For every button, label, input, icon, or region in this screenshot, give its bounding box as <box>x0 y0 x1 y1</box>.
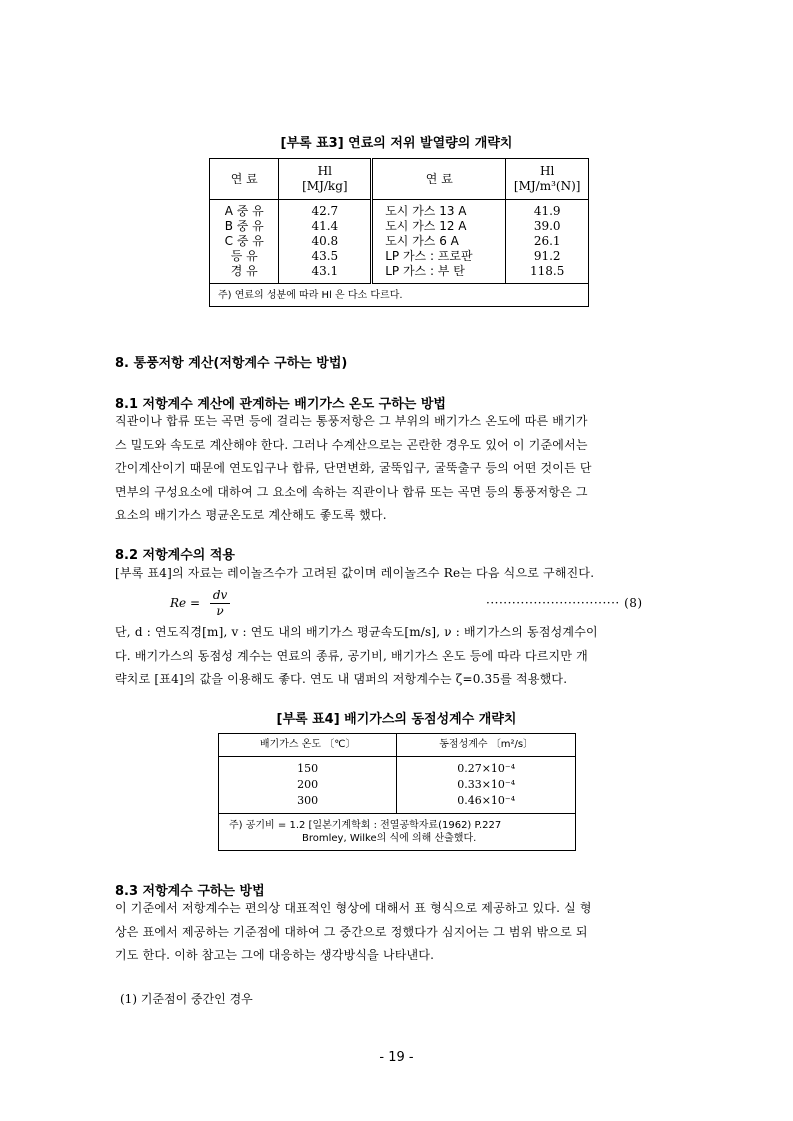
section-8-3-body <box>115 897 680 968</box>
section-8-2-body <box>115 621 680 692</box>
paragraph-line: 기도 한다. 이하 참고는 그에 대응하는 생각방식을 나타낸다. <box>115 948 435 962</box>
table-row <box>219 757 576 778</box>
section-8-1-body <box>115 410 680 528</box>
value-cell: 41.9 <box>533 204 561 218</box>
viscosity-cell: 0.46×10⁻⁴ <box>457 794 516 807</box>
table-row <box>210 249 589 264</box>
header-hl-2-unit: [MJ/m³(N)] <box>513 179 581 193</box>
viscosity-cell: 0.27×10⁻⁴ <box>457 762 516 775</box>
formula-numerator: dv <box>210 588 230 604</box>
table-row <box>210 219 589 234</box>
temperature-cell: 200 <box>219 777 397 793</box>
paragraph-line: 략치로 [표4]의 값을 이용해도 좋다. 연도 내 댐퍼의 저항계수는 ζ=0.35를 적용했다. <box>115 672 568 686</box>
header-viscosity: 동점성계수 〔m²/s〕 <box>397 734 576 757</box>
list-item-1: (1) 기준점이 중간인 경우 <box>120 992 253 1006</box>
viscosity-cell: 0.33×10⁻⁴ <box>457 778 516 791</box>
header-hl-1-unit: [MJ/kg] <box>302 179 348 193</box>
paragraph-line: 스 밀도와 속도로 계산해야 한다. 그러나 수계산으로는 곤란한 경우도 있어 이 기준에서는 <box>115 437 588 452</box>
value-cell: 118.5 <box>530 264 565 278</box>
table3-caption: [부록 표3] 연료의 저위 발열량의 개략치 <box>280 136 513 151</box>
paragraph-line: 상은 표에서 제공하는 기준점에 대하여 그 중간으로 정했다가 심지어는 그 범위 밖으로 되 <box>115 924 588 939</box>
table-note-row <box>210 284 589 307</box>
header-fuel-2: 연 료 <box>372 159 506 200</box>
value-cell: 41.4 <box>279 219 372 234</box>
value-cell: 26.1 <box>533 234 561 248</box>
fuel-cell: LP 가스 : 부 탄 <box>372 264 506 284</box>
table4-note-line-2: Bromley, Wilke의 식에 의해 산출했다. <box>302 833 477 844</box>
fuel-cell: 도시 가스 6 A <box>372 234 506 249</box>
paragraph-line: 간이계산이기 때문에 연도입구나 합류, 단면변화, 굴뚝입구, 굴뚝출구 등의 어떤 것이든 단 <box>115 461 592 475</box>
table-row <box>210 234 589 249</box>
section-8-1-title: 8.1 저항계수 계산에 관계하는 배기가스 온도 구하는 방법 <box>115 397 446 412</box>
fuel-cell: A 중 유 <box>210 200 279 220</box>
value-cell: 91.2 <box>533 249 561 263</box>
section-8-2-title: 8.2 저항계수의 적용 <box>115 548 235 563</box>
table-header-row <box>210 159 589 200</box>
table-row <box>219 793 576 814</box>
temperature-cell: 150 <box>219 757 397 778</box>
table-row <box>219 777 576 793</box>
fuel-heating-value-table <box>209 158 589 307</box>
section-8-2-intro: [부록 표4]의 자료는 레이놀즈수가 고려된 값이며 레이놀즈수 Re는 다음 식으로 구해진다. <box>115 566 595 580</box>
section-8-title: 8. 통풍저항 계산(저항계수 구하는 방법) <box>115 356 348 371</box>
fuel-cell: B 중 유 <box>210 219 279 234</box>
value-cell: 42.7 <box>279 200 372 220</box>
fuel-cell: 도시 가스 13 A <box>372 200 506 220</box>
paragraph-line: 요소의 배기가스 평균온도로 계산해도 좋도록 했다. <box>115 508 387 522</box>
table3-note: 주) 연료의 성분에 따라 Hl 은 다소 다르다. <box>210 284 589 307</box>
header-hl-1-symbol: Hl <box>317 164 332 178</box>
fuel-cell: C 중 유 <box>210 234 279 249</box>
header-hl-2 <box>506 159 589 200</box>
section-8-3-title: 8.3 저항계수 구하는 방법 <box>115 884 265 899</box>
table4-note-line-1: 주) 공기비 = 1.2 [일본기계학회 : 전열공학자료(1962) P.227 <box>229 820 502 831</box>
paragraph-line: 면부의 구성요소에 대하여 그 요소에 속하는 직관이나 합류 또는 곡면 등의 통풍저항은 그 <box>115 484 588 499</box>
fuel-cell: 도시 가스 12 A <box>372 219 506 234</box>
value-cell: 40.8 <box>279 234 372 249</box>
value-cell: 43.5 <box>279 249 372 264</box>
paragraph-line: 이 기준에서 저항계수는 편의상 대표적인 형상에 대해서 표 형식으로 제공하고 있다. 실 형 <box>115 901 592 915</box>
fuel-cell: 경 유 <box>210 264 279 284</box>
table-note-row <box>219 814 576 851</box>
kinematic-viscosity-table <box>218 733 576 851</box>
temperature-cell: 300 <box>219 793 397 814</box>
table4-caption: [부록 표4] 배기가스의 동점성계수 개략치 <box>276 712 517 727</box>
header-hl-1 <box>279 159 372 200</box>
table-row <box>210 200 589 220</box>
reynolds-formula <box>170 588 230 619</box>
formula-fraction <box>210 588 230 619</box>
value-cell: 39.0 <box>533 219 561 233</box>
fuel-cell: 등 유 <box>210 249 279 264</box>
paragraph-line: 직관이나 합류 또는 곡면 등에 걸리는 통풍저항은 그 부위의 배기가스 온도에 따른 배기가 <box>115 414 588 428</box>
paragraph-line: 단, d : 연도직경[m], v : 연도 내의 배기가스 평균속도[m/s], ν : 배기가스의 동점성계수이 <box>115 625 598 639</box>
header-fuel-1: 연 료 <box>210 159 279 200</box>
page-number: - 19 - <box>379 1050 414 1065</box>
header-hl-2-symbol: Hl <box>540 164 555 178</box>
paragraph-line: 다. 배기가스의 동점성 계수는 연료의 종류, 공기비, 배기가스 온도 등에 따라 다르지만 개 <box>115 648 588 663</box>
value-cell: 43.1 <box>279 264 372 284</box>
table-row <box>210 264 589 284</box>
formula-lhs: Re = <box>170 596 201 610</box>
formula-denominator: ν <box>216 604 224 618</box>
table4-note <box>219 814 576 851</box>
table-header-row <box>219 734 576 757</box>
equation-number: ······························· (8) <box>486 596 643 610</box>
header-temperature: 배기가스 온도 〔℃〕 <box>219 734 397 757</box>
fuel-cell: LP 가스 : 프로판 <box>372 249 506 264</box>
